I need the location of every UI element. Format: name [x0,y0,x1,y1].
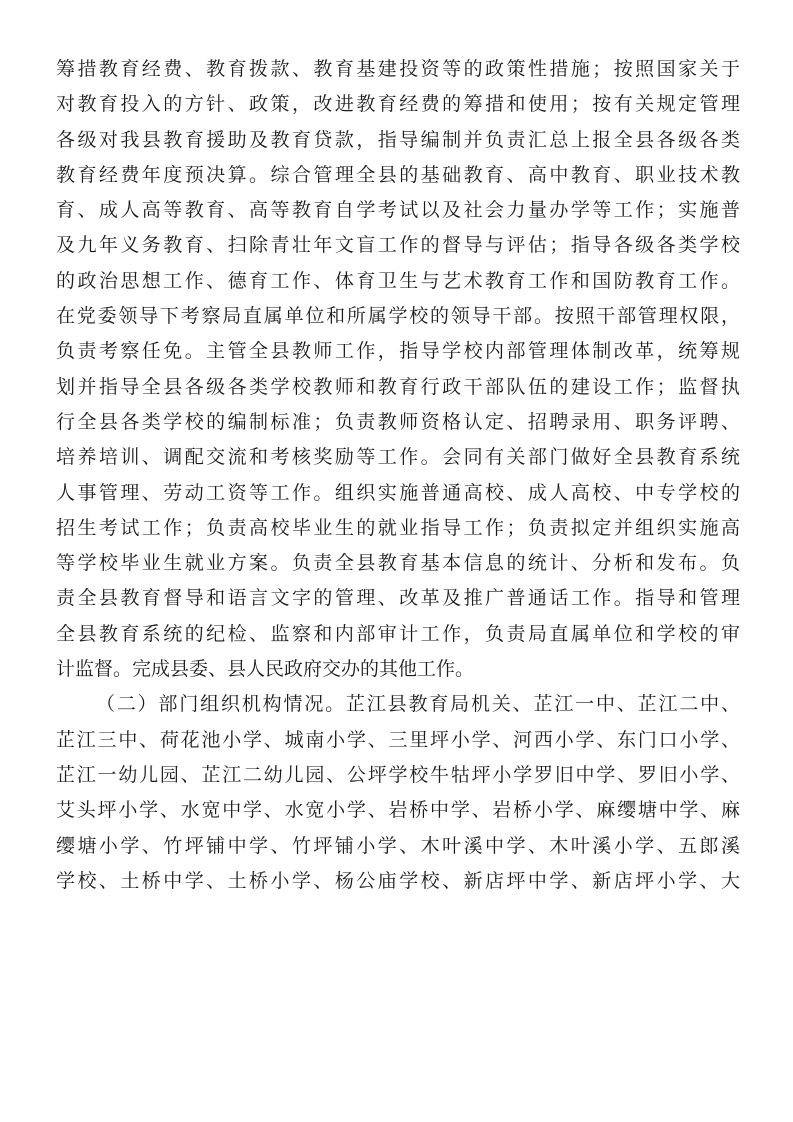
text-line: 缨塘小学、竹坪铺中学、竹坪铺小学、木叶溪中学、木叶溪小学、五郎溪 [56,834,740,857]
body-text [56,52,740,899]
text-line: 人事管理、劳动工资等工作。组织实施普通高校、成人高校、中专学校的 [56,481,740,504]
text-line: 教育经费年度预决算。综合管理全县的基础教育、高中教育、职业技术教 [56,163,740,186]
text-line: 等学校毕业生就业方案。负责全县教育基本信息的统计、分析和发布。负 [56,552,740,575]
text-line: 各级对我县教育援助及教育贷款，指导编制并负责汇总上报全县各级各类 [56,128,740,151]
text-line: 学校、土桥中学、土桥小学、杨公庙学校、新店坪中学、新店坪小学、大 [56,869,740,892]
text-line: 筹措教育经费、教育拨款、教育基建投资等的政策性措施；按照国家关于 [56,58,740,80]
paragraph-end-line: 计监督。完成县委、县人民政府交办的其他工作。 [56,658,475,681]
text-line: 芷江三中、荷花池小学、城南小学、三里坪小学、河西小学、东门口小学、 [56,728,740,751]
text-line: 行全县各类学校的编制标准；负责教师资格认定、招聘录用、职务评聘、 [56,410,740,433]
text-line: 芷江一幼儿园、芷江二幼儿园、公坪学校牛牯坪小学罗旧中学、罗旧小学、 [56,763,740,786]
text-line: 培养培训、调配交流和考核奖励等工作。会同有关部门做好全县教育系统 [56,446,740,469]
text-line: 责全县教育督导和语言文字的管理、改革及推广普通话工作。指导和管理 [56,587,740,610]
text-line: 育、成人高等教育、高等教育自学考试以及社会力量办学等工作；实施普 [56,199,740,222]
text-line: 对教育投入的方针、政策，改进教育经费的筹措和使用；按有关规定管理 [56,93,740,116]
text-line: 艾头坪小学、水宽中学、水宽小学、岩桥中学、岩桥小学、麻缨塘中学、麻 [56,799,740,822]
text-line: 负责考察任免。主管全县教师工作，指导学校内部管理体制改革，统筹规 [56,340,740,363]
text-line: 招生考试工作；负责高校毕业生的就业指导工作；负责拟定并组织实施高 [56,516,740,539]
text-line: 全县教育系统的纪检、监察和内部审计工作，负责局直属单位和学校的审 [56,622,740,645]
text-line: 的政治思想工作、德育工作、体育卫生与艺术教育工作和国防教育工作。 [56,269,740,292]
text-line: 划并指导全县各级各类学校教师和教育行政干部队伍的建设工作；监督执 [56,375,740,398]
section-heading-line: （二）部门组织机构情况。芷江县教育局机关、芷江一中、芷江二中、 [96,693,740,716]
text-line: 及九年义务教育、扫除青壮年文盲工作的督导与评估；指导各级各类学校 [56,234,740,257]
text-line: 在党委领导下考察局直属单位和所属学校的领导干部。按照干部管理权限， [56,305,740,328]
